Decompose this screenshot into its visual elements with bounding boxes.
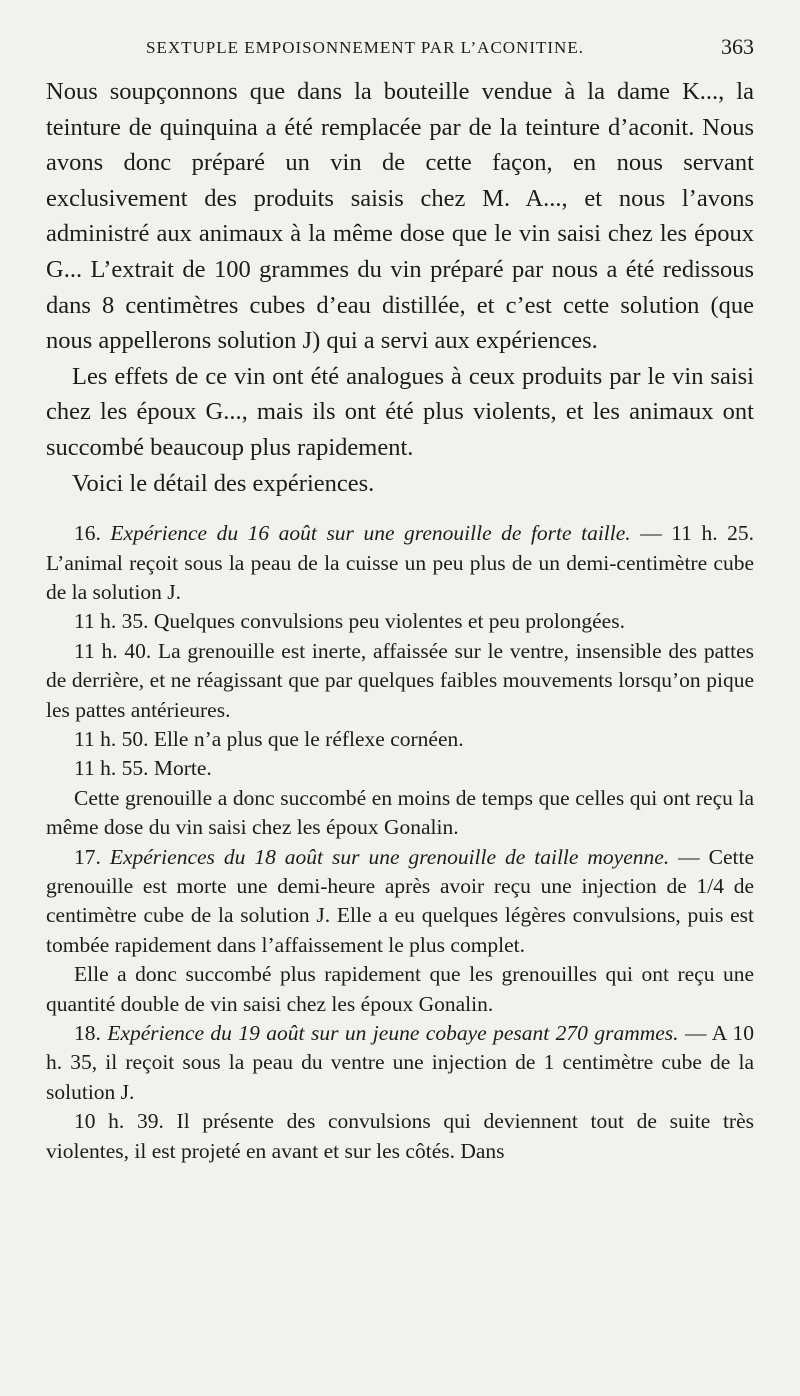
experiment-title: Expérience du 16 août sur une grenouille de forte taille.	[110, 521, 631, 546]
experiment-step: 11 h. 35. Quelques convulsions peu violentes et peu prolongées.	[74, 609, 625, 634]
experiment-number: 18.	[74, 1021, 101, 1046]
experiment-step: 11 h. 55. Morte.	[74, 756, 212, 781]
experiment-text: — 11 h. 25. L’animal reçoit sous la peau de la cuisse un peu plus de un demi-centimètre cube de la solution J.	[46, 521, 754, 604]
main-text	[46, 74, 754, 501]
running-head	[46, 30, 754, 74]
section-gap	[46, 501, 754, 519]
experiment-number: 17.	[74, 844, 101, 869]
experiment-text: — Cette grenouille est morte une demi-heure après avoir reçu une injection de 1/4 de centimètre cube de la solution J. Elle a eu quelques légères convulsions, puis est tombée rapidement dans l’affaissement le plus complet.	[46, 844, 755, 957]
paragraph: Voici le détail des expériences.	[72, 469, 375, 497]
experiment-16	[46, 519, 754, 607]
experiment-number: 16.	[74, 521, 101, 546]
page-number: 363	[721, 34, 754, 59]
paragraph: Nous soupçonnons que dans la bouteille vendue à la dame K..., la teinture de quinquina a été remplacée par de la teinture d’aconit. Nous avons donc préparé un vin de cette façon, en nous servant exclusivement des produits saisis chez M. A..., et nous l’avons administré aux animaux à la même dose que le vin saisi chez les époux G... L’extrait de 100 grammes du vin préparé par nous a été redissous dans 8 centimètres cubes d’eau distillée, et c’est cette solution (que nous appellerons solution J) qui a servi aux expériences.	[46, 78, 754, 355]
experiment-18	[46, 1019, 754, 1107]
experiment-title: Expérience du 19 août sur un jeune cobaye pesant 270 grammes.	[107, 1021, 679, 1046]
experiment-17	[46, 843, 754, 961]
experiment-conclusion: Cette grenouille a donc succombé en moins de temps que celles qui ont reçu la même dose du vin saisi chez les époux Gonalin.	[46, 785, 754, 840]
experiment-step: 11 h. 40. La grenouille est inerte, affaissée sur le ventre, insensible des pattes de derrière, et ne réagissant que par quelques faibles mouvements lorsqu’on pique les pattes antérieures.	[46, 638, 754, 722]
running-title: SEXTUPLE EMPOISONNEMENT PAR L’ACONITINE.	[146, 38, 584, 57]
experiment-title: Expériences du 18 août sur une grenouille de taille moyenne.	[109, 844, 670, 869]
paragraph: Les effets de ce vin ont été analogues à ceux produits par le vin saisi chez les époux G..., mais ils ont été plus violents, et les animaux ont succombé beaucoup plus rapidement.	[46, 362, 754, 461]
experiment-step: 10 h. 39. Il présente des convulsions qui deviennent tout de suite très violentes, il est projeté en avant et sur les côtés. Dans	[46, 1109, 754, 1163]
experiments	[46, 519, 754, 1166]
experiment-text: — A 10 h. 35, il reçoit sous la peau du ventre une injection de 1 centimètre cube de la solution J.	[46, 1021, 755, 1104]
experiment-conclusion: Elle a donc succombé plus rapidement que les grenouilles qui ont reçu une quantité double de vin saisi chez les époux Gonalin.	[46, 962, 754, 1016]
experiment-step: 11 h. 50. Elle n’a plus que le réflexe cornéen.	[74, 726, 464, 751]
